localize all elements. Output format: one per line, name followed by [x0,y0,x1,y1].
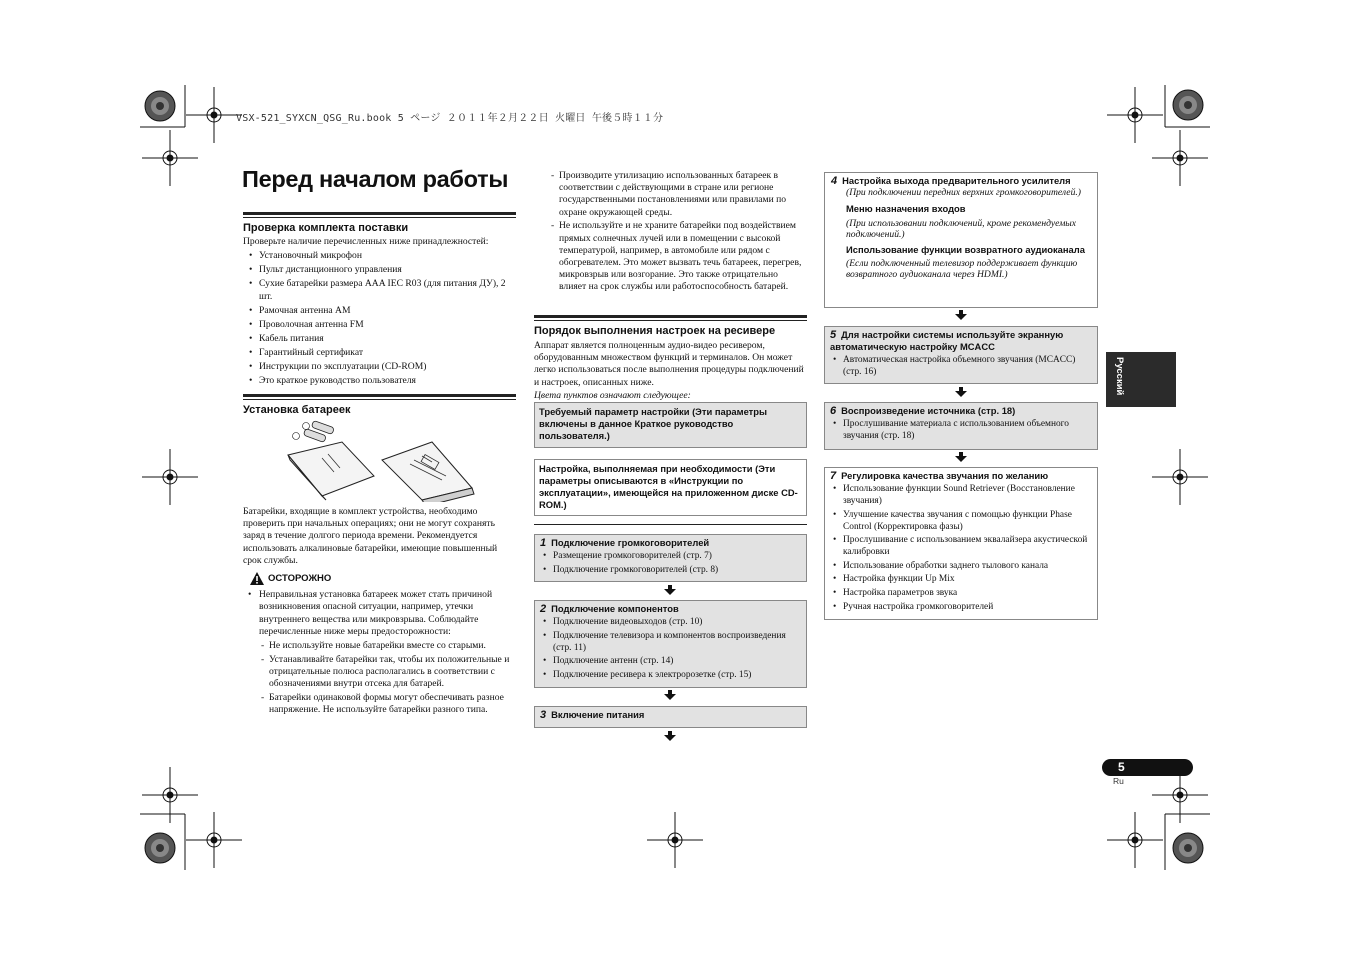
registration-target-icon [145,833,175,863]
down-arrow-icon [664,690,676,700]
down-arrow-icon [664,585,676,595]
list-item: • Сухие батарейки размера AAA IEC R03 (для питания ДУ), 2 шт. [243,278,516,303]
legend-note: Цвета пунктов означают следующее: [534,389,691,401]
list-item: • Прослушивание с использованием эквалайзера акустической калибровки [830,534,1092,558]
list-item: • Подключение антенн (стр. 14) [540,655,801,667]
language-tab-label: Русский [1114,357,1125,396]
list-item: • Рамочная антенна AM [243,305,516,317]
step-number: 7 [830,470,837,482]
step-3-box [534,706,807,728]
page-title: Перед началом работы [242,166,509,192]
list-item: • Улучшение качества звучания с помощью функции Phase Control (Корректировка фазы) [830,509,1092,533]
down-arrow-icon [955,387,967,397]
list-item: • Гарантийный сертификат [243,347,516,359]
down-arrow-icon [664,731,676,741]
step-title: Подключение громкоговорителей [551,537,710,548]
list-item: • Прослушивание материала с использованием объемного звучания (стр. 18) [830,418,1092,442]
page-number: 5 [1118,760,1125,774]
step-title: Воспроизведение источника (стр. 18) [841,405,1016,416]
down-arrow-icon [955,310,967,320]
legend-required-box: Требуемый параметр настройки (Эти параметры включены в данное Краткое руководство пользователя.) [534,402,807,448]
step-note: (Если подключенный телевизор поддерживает функцию возвратного аудиоканала через HDMI.) [846,257,1078,280]
crosshair-icon [142,130,198,186]
list-item: • Использование функции Sound Retriever (Восстановление звучания) [830,483,1092,507]
step-7-box [824,467,1098,620]
crosshair-icon [1107,87,1163,143]
section-rule [243,212,516,215]
list-item: - Устанавливайте батарейки так, чтобы их положительные и отрицательные полюса располагались в соответствии с обозначениями внутри отсека для батарей. [259,654,516,691]
step-title: Настройка выхода предварительного усилителя [842,175,1071,186]
step-number: 3 [540,709,547,721]
batteries-section-header [243,394,516,416]
batteries-text: Батарейки, входящие в комплект устройства, необходимо проверить при начальных операциях; они не могут сохранять заряд в течение долгого периода времени. Рекомендуется использовать алкалиновые батарейки, имеющие повышенный срок службы. [243,506,498,566]
step-title: Подключение компонентов [551,603,679,614]
list-item: - Батарейки одинаковой формы могут обеспечивать разное напряжение. Не используйте батарейки разного типа. [259,692,516,716]
step-number: 4 [831,175,838,187]
list-item: • Размещение громкоговорителей (стр. 7) [540,550,801,562]
step-5-box [824,326,1098,384]
step-list [540,550,801,576]
list-item: • Это краткое руководство пользователя [243,375,516,387]
list-item: • Установочный микрофон [243,250,516,262]
step-number: 2 [540,603,547,615]
step-title: Регулировка качества звучания по желанию [841,470,1049,481]
crosshair-icon [1107,812,1163,868]
divider [534,524,807,525]
section-rule [534,320,807,321]
section-rule [534,315,807,318]
warning-icon [250,572,264,585]
crosshair-icon [1152,449,1208,505]
step-list [540,616,801,681]
step-number: 5 [830,329,837,341]
step-number: 1 [540,537,547,549]
registration-target-icon [145,91,175,121]
step-title: Включение питания [551,709,645,720]
list-item: - Производите утилизацию использованных батареек в соответствии с действующими в стране или регионе государственными постановлениями или правилами по охране окружающей среды. [549,170,807,219]
list-item: • Кабель питания [243,333,516,345]
down-arrow-icon [955,452,967,462]
list-item: - Не используйте новые батарейки вместе со старыми. [259,640,516,652]
caution-text: • Неправильная установка батареек может стать причиной возникновения опасной ситуации, например, утечки внутреннего вещества или микровзрыва. Соблюдайте перечисленные ниже меры предосторожности: [242,589,516,639]
list-item: • Пульт дистанционного управления [243,264,516,276]
step-list [830,418,1092,442]
registration-target-icon [1173,90,1203,120]
step-subtitle: Использование функции возвратного аудиоканала [846,243,1085,255]
procedure-heading: Порядок выполнения настроек на ресивере [534,325,776,337]
list-item: • Проволочная антенна FM [243,319,516,331]
list-item: • Настройка функции Up Mix [830,573,1092,585]
step-number: 6 [830,405,837,417]
checklist-list [243,250,516,387]
caution-label: ОСТОРОЖНО [268,573,332,584]
list-item: - Не используйте и не храните батарейки под воздействием прямых солнечных лучей или в помещении с высокой температурой, например, в автомобиле или рядом с обогревателем. Это может вызвать течь батареек, перегрев, микровзрыв или возгорание. Это также отрицательно влияет на срок службы или работоспособность батарей. [549,220,807,293]
checklist-intro: Проверьте наличие перечисленных ниже принадлежностей: [243,236,489,247]
step-2-box [534,600,807,688]
section-rule [243,394,516,397]
crosshair-icon [142,449,198,505]
step-1-box [534,534,807,582]
crosshair-icon [186,812,242,868]
step-note: (При использовании подключений, кроме рекомендуемых подключений.) [846,217,1077,240]
caution-dash-list-continued [549,170,807,295]
section-rule [243,217,516,218]
step-title: Для настройки системы используйте экранную автоматическую настройку MCACC [830,329,1064,352]
list-item: • Использование обработки заднего тылового канала [830,560,1092,572]
step-subtitle: Меню назначения входов [846,202,966,214]
batteries-heading: Установка батареек [243,404,351,416]
list-item: • Ручная настройка громкоговорителей [830,601,1092,613]
crosshair-icon [186,87,242,143]
list-item: • Подключение ресивера к электророзетке (стр. 15) [540,669,801,681]
list-item: • Подключение телевизора и компонентов воспроизведения (стр. 11) [540,630,801,654]
procedure-section [534,315,807,402]
section-rule [243,399,516,400]
caution-block [250,572,516,718]
step-4-box [824,172,1098,308]
list-item: • Настройка параметров звука [830,587,1092,599]
crosshair-icon [142,767,198,823]
crosshair-icon [647,812,703,868]
page-language-code: Ru [1113,776,1124,786]
step-list [830,483,1092,613]
step-note: (При подключении передних верхних громкоговорителей.) [846,187,1081,198]
list-item: • Инструкции по эксплуатации (CD-ROM) [243,361,516,373]
caution-dash-list [259,640,516,716]
registration-target-icon [1173,833,1203,863]
crosshair-icon [1152,130,1208,186]
caution-list [242,589,516,639]
page-number-badge [1102,759,1193,776]
procedure-intro: Аппарат является полноценным аудио-видео ресивером, оборудованным множеством функций и терминалов. Он может легко использоваться после выполнения процедуры подключений и настроек, описанных ниже. [534,340,804,388]
checklist-section [243,212,516,389]
book-header-line: VSX-521_SYXCN_QSG_Ru.book 5 ページ ２０１１年２月２２日 火曜日 午後５時１１分 [236,113,664,124]
list-item: • Подключение громкоговорителей (стр. 8) [540,564,801,576]
step-6-box [824,402,1098,450]
step-list [830,354,1092,378]
checklist-heading: Проверка комплекта поставки [243,222,409,234]
list-item: • Автоматическая настройка объемного звучания (MCACC) (стр. 16) [830,354,1092,378]
legend-optional-box: Настройка, выполняемая при необходимости (Эти параметры описываются в «Инструкции по эксплуатации», имеющейся на приложенном диске CD-ROM.) [534,459,807,516]
language-tab [1106,352,1176,407]
remote-battery-illustration [282,420,478,502]
list-item: • Подключение видеовыходов (стр. 10) [540,616,801,628]
